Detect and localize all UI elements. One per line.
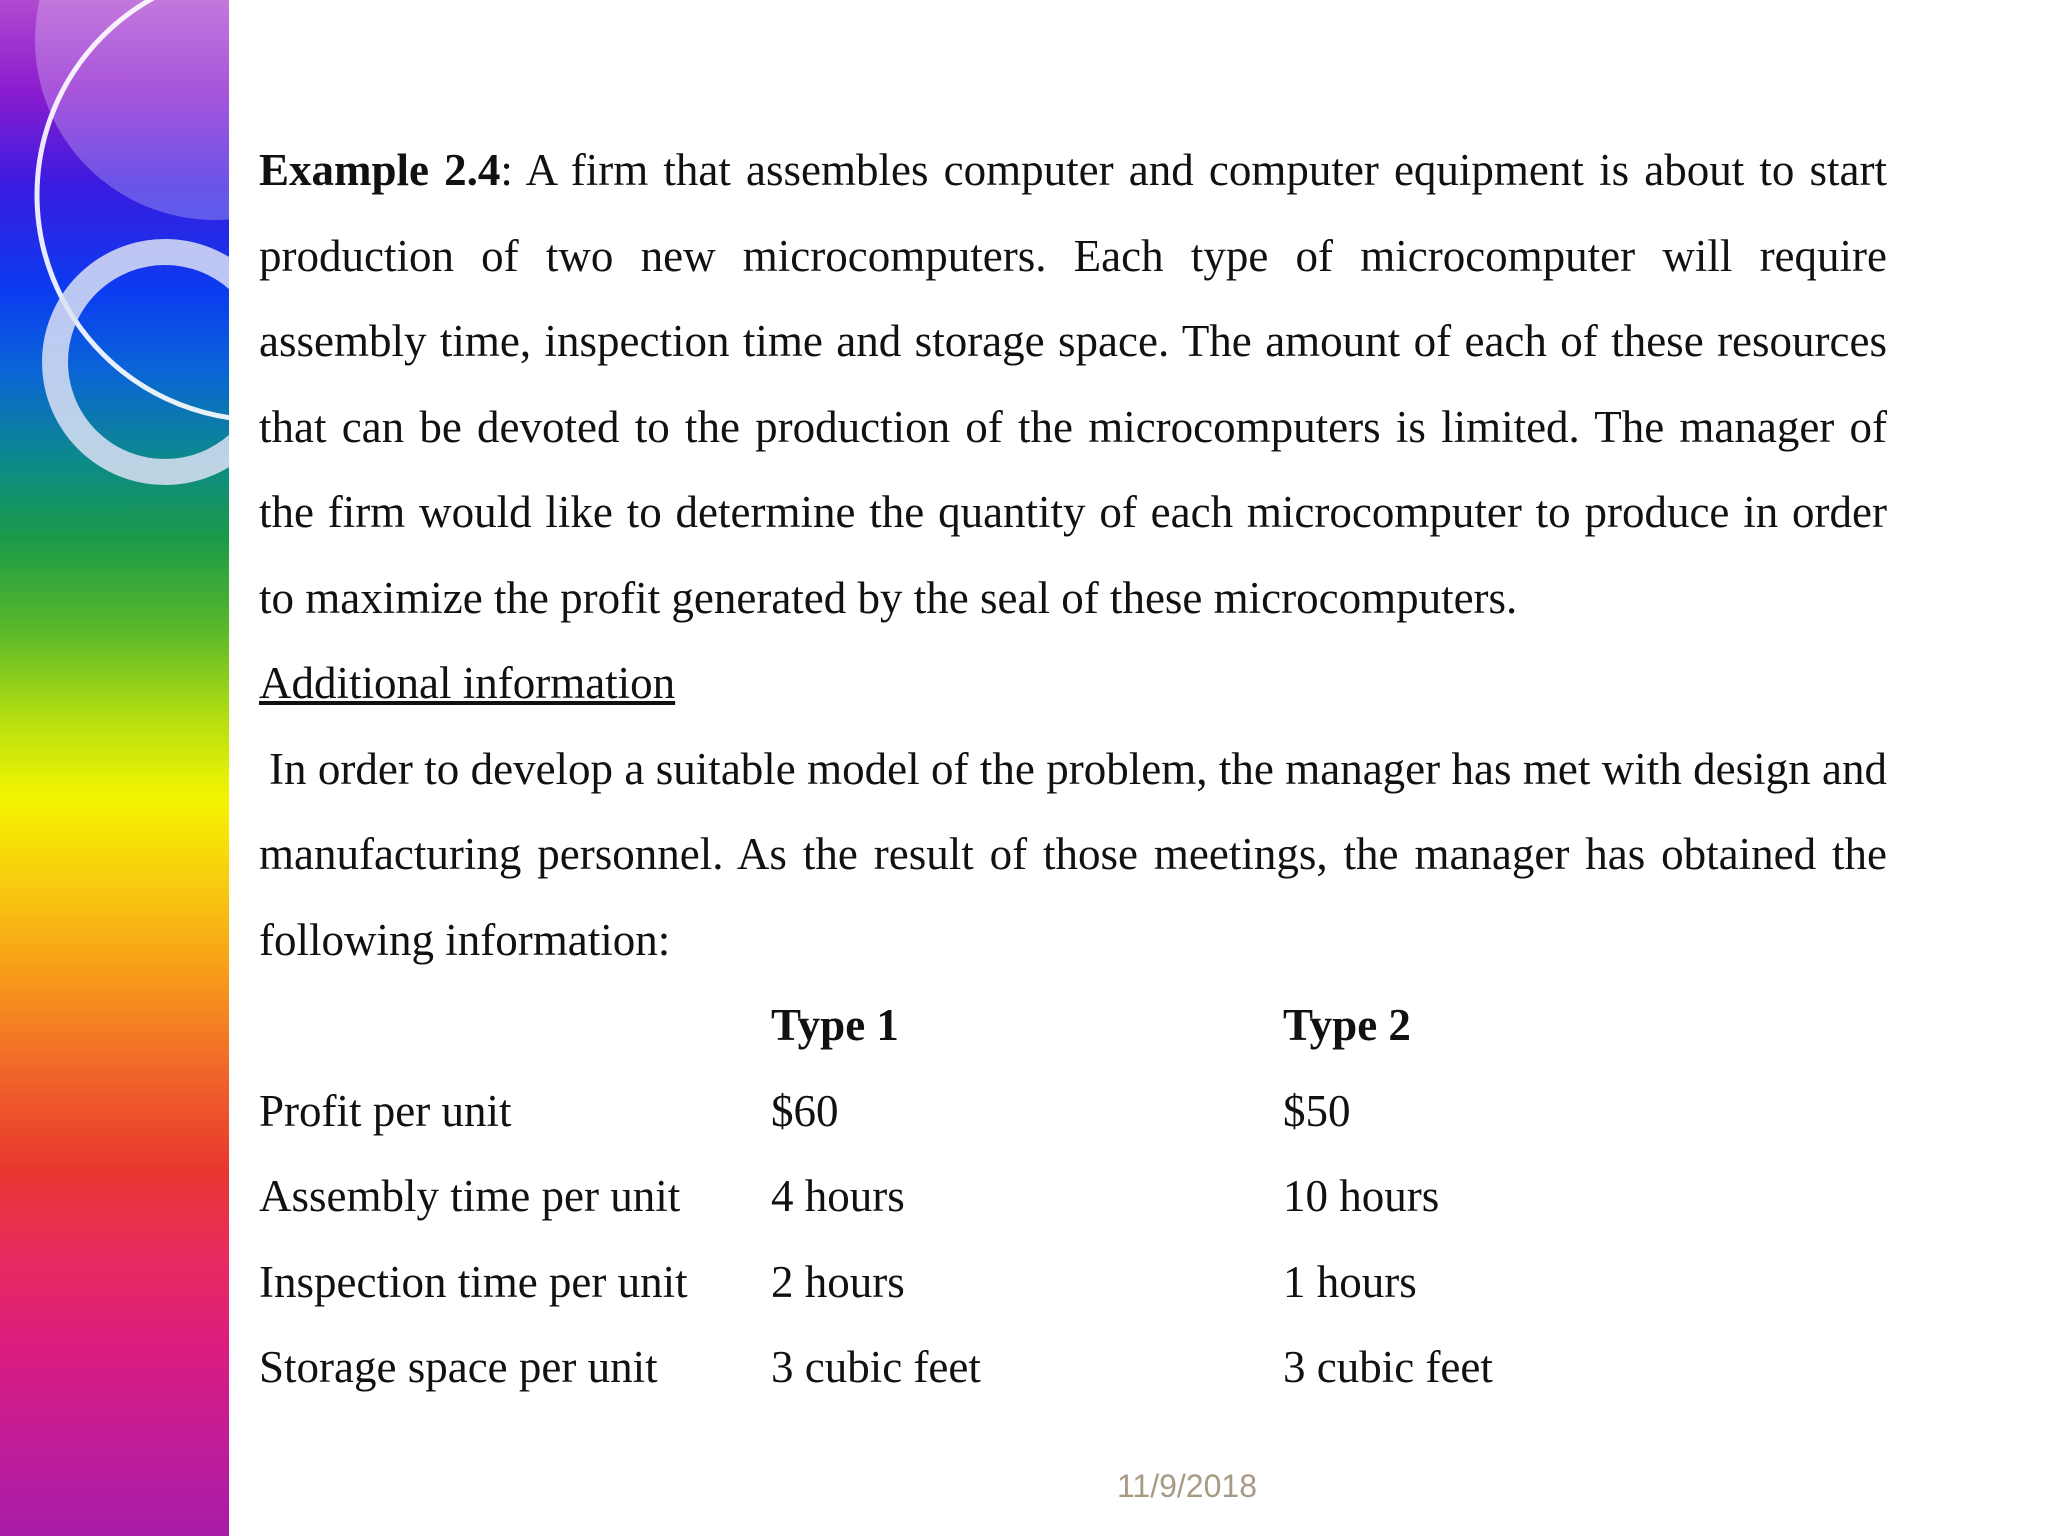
rainbow-sidebar xyxy=(0,0,229,1536)
row-label: Storage space per unit xyxy=(259,1342,658,1392)
table-row xyxy=(259,1154,1683,1240)
table-header-cell xyxy=(259,983,771,1069)
type-1-value: 2 hours xyxy=(771,1256,905,1307)
type-2-value: 3 cubic feet xyxy=(1283,1342,1493,1392)
type-2-value: $50 xyxy=(1283,1085,1351,1136)
row-label: Inspection time per unit xyxy=(259,1256,688,1307)
additional-information-paragraph: In order to develop a suitable model of the problem, the manager has met with design and manufacturing personnel. As the result of those meetings, the manager has obtained the following information: xyxy=(259,743,1887,965)
example-label: Example 2.4 xyxy=(259,145,501,195)
table-row xyxy=(259,1325,1683,1411)
slide-content xyxy=(259,128,1887,1411)
example-paragraph xyxy=(259,128,1887,641)
table-header-type-1: Type 1 xyxy=(771,1000,899,1050)
table-header-row xyxy=(259,983,1683,1069)
type-1-value: $60 xyxy=(771,1085,839,1136)
additional-information-heading: Additional information xyxy=(259,658,676,708)
type-2-value: 10 hours xyxy=(1283,1171,1440,1221)
type-2-value: 1 hours xyxy=(1283,1256,1417,1307)
row-label: Assembly time per unit xyxy=(259,1171,681,1221)
type-1-value: 3 cubic feet xyxy=(771,1342,981,1392)
translucent-circle xyxy=(35,0,229,220)
row-label: Profit per unit xyxy=(259,1085,512,1136)
decorative-rings xyxy=(0,0,229,520)
table-row xyxy=(259,1069,1683,1155)
table-header-type-2: Type 2 xyxy=(1283,1000,1411,1050)
slide-date: 11/9/2018 xyxy=(1117,1468,1257,1504)
small-ring xyxy=(55,252,229,472)
example-text: : A firm that assembles computer and computer equipment is about to start production of two new microcomputers. Each type of microcomputer will require assembly time, inspection time and storage space. The amount of each of these resources that can be devoted to the production of the microcomputers is limited. The manager of the firm would like to determine the quantity of each microcomputer to produce in order to maximize the profit generated by the seal of these microcomputers. xyxy=(259,145,1887,623)
table-row xyxy=(259,1240,1683,1326)
type-1-value: 4 hours xyxy=(771,1171,905,1221)
resource-table xyxy=(259,983,1683,1411)
